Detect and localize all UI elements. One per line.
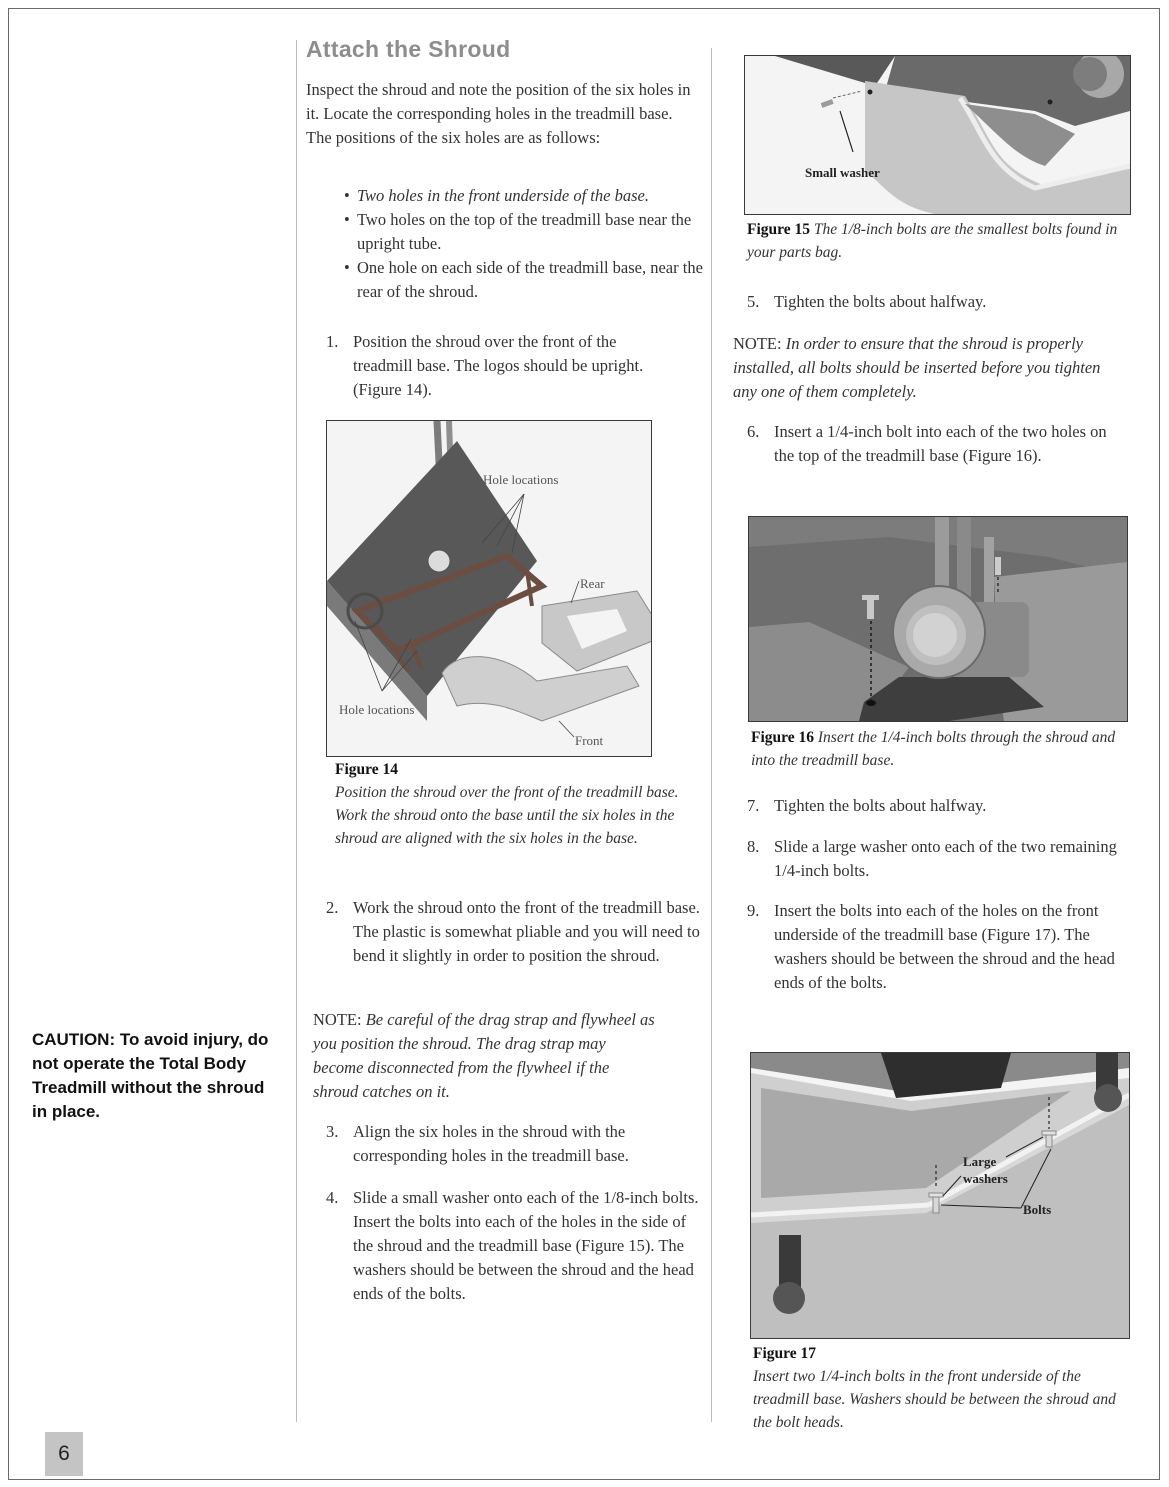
- column-divider-left: [296, 40, 297, 1422]
- note-label: NOTE:: [733, 334, 782, 353]
- figure-15-caption: [747, 218, 1127, 264]
- callout-bolts: Bolts: [1023, 1202, 1052, 1217]
- step-1: [326, 330, 676, 402]
- hole-position-list: [344, 184, 704, 304]
- figure-17-caption: [753, 1342, 1123, 1434]
- section-title: Attach the Shroud: [306, 36, 511, 62]
- step-3: [326, 1120, 696, 1168]
- list-item: • One hole on each side of the treadmill base, near the rear of the shroud.: [344, 256, 704, 304]
- list-item: • Two holes on the top of the treadmill base near the upright tube.: [344, 208, 704, 256]
- step-text: Work the shroud onto the front of the treadmill base. The plastic is somewhat pliable and you will need to bend it slightly in order to position the shroud.: [353, 898, 700, 965]
- step-number: 2.: [326, 898, 339, 917]
- figure-15-image: [744, 55, 1131, 215]
- step-text: Insert the bolts into each of the holes on the front underside of the treadmill base (Figure 17). The washers should be between the shroud and the head ends of the bolts.: [774, 901, 1115, 992]
- step-7: [747, 794, 1117, 818]
- figure-14-label: Figure 14: [335, 761, 398, 778]
- callout-front: Front: [575, 733, 604, 748]
- figure-16-caption-text: Insert the 1/4-inch bolts through the shroud and into the treadmill base.: [751, 729, 1116, 769]
- figure-14-image: [326, 420, 652, 757]
- note-drag-strap: [313, 1008, 658, 1104]
- step-number: 7.: [747, 796, 760, 815]
- step-number: 5.: [747, 292, 760, 311]
- step-5: [747, 290, 1117, 314]
- callout-small-washer: Small washer: [805, 165, 880, 180]
- step-6: [747, 420, 1117, 468]
- callout-hole-locations-top: Hole locations: [483, 472, 559, 487]
- step-4: [326, 1186, 706, 1306]
- figure-16-image: [748, 516, 1128, 722]
- step-text: Tighten the bolts about halfway.: [774, 796, 987, 815]
- step-number: 1.: [326, 332, 339, 351]
- figure-15-caption-text: The 1/8-inch bolts are the smallest bolts found in your parts bag.: [747, 221, 1118, 261]
- list-item: • Two holes in the front underside of the base.: [344, 184, 704, 208]
- figure-16-caption: [751, 726, 1121, 772]
- step-text: Tighten the bolts about halfway.: [774, 292, 987, 311]
- step-number: 8.: [747, 837, 760, 856]
- step-9: [747, 899, 1117, 995]
- callout-hole-locations-bottom: Hole locations: [339, 702, 415, 717]
- figure-14-caption: [335, 758, 685, 850]
- step-2: [326, 896, 704, 968]
- column-divider-center: [711, 48, 712, 1422]
- step-text: Position the shroud over the front of the treadmill base. The logos should be upright. (Figure 14).: [353, 332, 644, 399]
- note-text: In order to ensure that the shroud is properly installed, all bolts should be inserted before you tighten any one of them completely.: [733, 334, 1101, 401]
- callout-large: Large: [963, 1154, 997, 1169]
- note-label: NOTE:: [313, 1010, 362, 1029]
- step-text: Align the six holes in the shroud with the corresponding holes in the treadmill base.: [353, 1122, 629, 1165]
- step-text: Insert a 1/4-inch bolt into each of the two holes on the top of the treadmill base (Figure 16).: [774, 422, 1107, 465]
- intro-paragraph: Inspect the shroud and note the position of the six holes in it. Locate the corresponding holes in the treadmill base. The positions of the six holes are as follows:: [306, 80, 691, 147]
- figure-17-label: Figure 17: [753, 1345, 816, 1362]
- note-text: Be careful of the drag strap and flywheel as you position the shroud. The drag strap may become disconnected from the flywheel if the shroud catches on it.: [313, 1010, 655, 1101]
- step-number: 3.: [326, 1122, 339, 1141]
- figure-17-caption-text: Insert two 1/4-inch bolts in the front underside of the treadmill base. Washers should be between the shroud and the bolt heads.: [753, 1368, 1116, 1431]
- figure-17-image: [750, 1052, 1130, 1339]
- step-text: Slide a large washer onto each of the two remaining 1/4-inch bolts.: [774, 837, 1117, 880]
- step-number: 6.: [747, 422, 760, 441]
- figure-16-label: Figure 16: [751, 729, 814, 746]
- figure-14-caption-text: Position the shroud over the front of the treadmill base. Work the shroud onto the base until the six holes in the shroud are aligned with the six holes in the base.: [335, 784, 679, 847]
- step-number: 4.: [326, 1188, 339, 1207]
- callout-rear: Rear: [580, 576, 605, 591]
- note-install: [733, 332, 1121, 404]
- caution-text: CAUTION: To avoid injury, do not operate the Total Body Treadmill without the shroud in place.: [32, 1030, 269, 1121]
- step-text: Slide a small washer onto each of the 1/8-inch bolts. Insert the bolts into each of the holes in the side of the shroud and the treadmill base (Figure 15). The washers should be between the shroud and the head ends of the bolts.: [353, 1188, 699, 1303]
- step-number: 9.: [747, 901, 760, 920]
- page-number: 6: [45, 1432, 83, 1476]
- step-8: [747, 835, 1117, 883]
- callout-washers: washers: [963, 1171, 1008, 1186]
- figure-15-label: Figure 15: [747, 221, 810, 238]
